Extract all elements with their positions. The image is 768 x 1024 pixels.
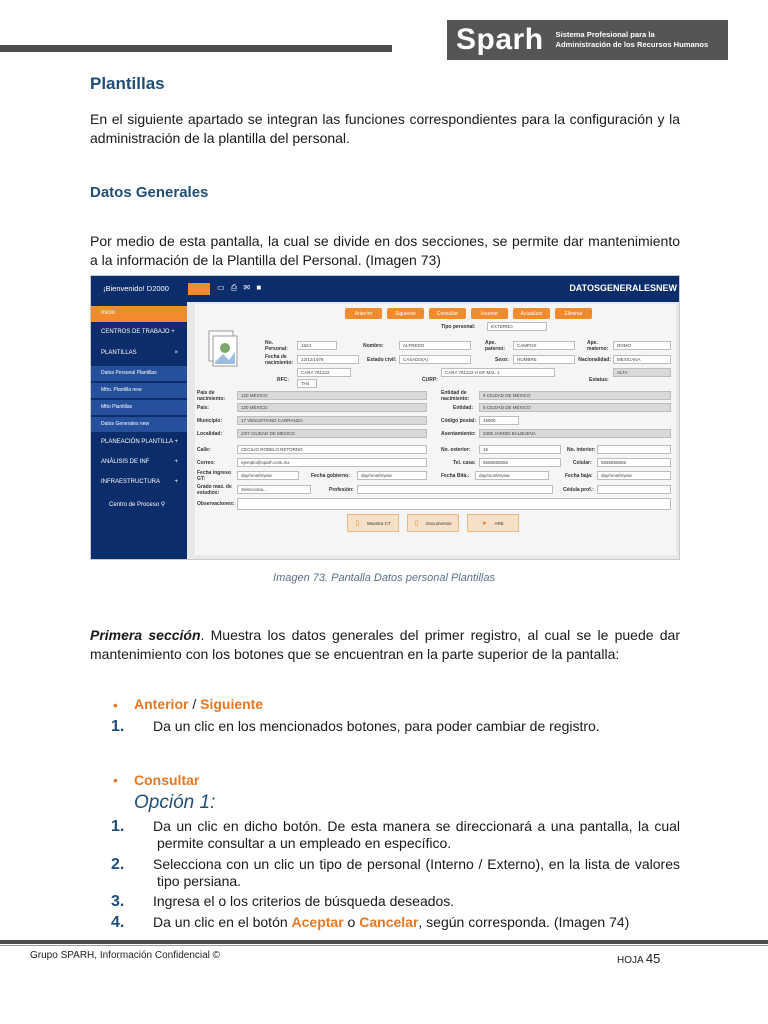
fecha-baja-field: day/month/year [597, 471, 671, 480]
fecha-ingreso-label: Fecha ingreso GT: [197, 470, 231, 482]
anterior-button: Anterior [345, 308, 382, 319]
user-icon: ● [482, 519, 487, 527]
aceptar-term: Aceptar [291, 914, 344, 930]
no-ext-field: 15 [479, 445, 561, 454]
step-text: Ingresa el o los criterios de búsqueda deseados. [153, 893, 455, 909]
cp-label: Código postal: [441, 418, 476, 424]
fecha-gobierno-field: day/month/year [357, 471, 427, 480]
bullet-icon: • [113, 697, 118, 713]
siguiente-button: Siguiente [387, 308, 424, 319]
asentamiento-field: 2308 JARDÍN BALBUENA [479, 429, 671, 438]
siguiente-term: Siguiente [200, 696, 264, 712]
step-list-item [111, 818, 680, 852]
step-list-item [111, 718, 680, 735]
tel-label: Tel. casa: [453, 460, 476, 466]
grado-label: Grado max. de estudios: [197, 484, 232, 496]
document-icon: ▯ [355, 520, 360, 527]
eliminar-button: Eliminar [555, 308, 592, 319]
footer-rule-thin [0, 945, 768, 946]
ape-materno-label: Ape. materno: [587, 340, 609, 352]
sidebar-item-centro-proceso-label: Centro de Proceso [109, 502, 160, 508]
entidad-nac-label: Entidad de nacimiento: [441, 390, 470, 402]
celular-field: 5555555555 [597, 458, 671, 467]
step-number: 2. [111, 856, 125, 873]
muestra-ct-button [347, 514, 399, 532]
primera-seccion-text: . Muestra los datos generales del primer registro, al cual se le puede dar mantenimiento con los botones que se encuentran en la parte superior de la pantalla: [90, 627, 680, 662]
pais-nac-field: 120 MÉXICO [237, 391, 427, 400]
sexo-select: HOMBRE [513, 355, 575, 364]
fecha-bitacora-label: Fecha Bitá.: [441, 473, 470, 479]
pais-nac-label: País de nacimiento: [197, 390, 226, 402]
app-sidebar [91, 302, 187, 560]
sidebar-sub-datos-generales: Datos Generales new [91, 417, 187, 432]
step-list-item [111, 914, 680, 931]
tipo-personal-select: EXTERNO [487, 322, 547, 331]
consultar-button: Consultar [429, 308, 466, 319]
municipio-label: Municipio: [197, 418, 222, 424]
muestra-ct-label: Muestra CT [367, 520, 391, 526]
fecha-nac-field: 22/12/1978 [297, 355, 359, 364]
cedula-label: Cédula prof.: [563, 487, 594, 493]
nombre-field: ALFREDO [399, 341, 471, 350]
sidebar-item-inicio: Inicio [91, 306, 187, 322]
bullet-separator: / [188, 696, 201, 712]
step-number: 4. [111, 914, 125, 931]
logo-tagline [556, 30, 709, 50]
observaciones-label: Observaciones: [197, 501, 235, 507]
no-int-field [597, 445, 671, 454]
sidebar-item-centros-label: CENTROS DE TRABAJO [101, 329, 170, 335]
sidebar-item-plantillas [91, 350, 187, 356]
anterior-term: Anterior [134, 696, 189, 712]
estatus-label: Estatus: [589, 377, 609, 383]
insertar-button: Insertar [471, 308, 508, 319]
header-rule [0, 45, 392, 52]
file-icon: ▯ [414, 520, 419, 527]
figure-screenshot [90, 275, 680, 560]
estado-civil-select: CASADO(A) [399, 355, 471, 364]
cp-field: 15900 [479, 416, 519, 425]
asentamiento-label: Asentamiento: [441, 431, 476, 437]
nacionalidad-label: Nacionalidad: [578, 357, 611, 363]
consultar-term: Consultar [134, 772, 200, 788]
step-text: Selecciona con un clic un tipo de personal (Interno / Externo), en la lista de valores tipo persiana. [153, 856, 680, 889]
app-screen-title: DATOSGENERALESNEW [569, 283, 677, 293]
plus-icon: + [171, 329, 175, 335]
home-button [188, 283, 210, 295]
correo-label: Correo: [197, 460, 216, 466]
curp-field: CARA 781222 H DF MAL 1 [441, 368, 555, 377]
bullet-anterior-siguiente [134, 696, 263, 712]
sidebar-item-plantillas-label: PLANTILLAS [101, 350, 137, 356]
sidebar-sub-mtto-new: Mtto. Plantilla new [91, 383, 187, 398]
fecha-bitacora-field: day/month/year [475, 471, 549, 480]
localidad-field: 2/07 CIUDAD DE MÉXICO [237, 429, 427, 438]
record-buttons [345, 308, 592, 319]
estado-civil-label: Estado civil: [367, 357, 397, 363]
nacionalidad-field: MEXICANA [613, 355, 671, 364]
profesion-field [357, 485, 553, 494]
plus-icon: + [174, 479, 178, 485]
step-text: Da un clic en dicho botón. De esta manera se direccionará a una pantalla, la cual permite consultar a un empleado en específico. [153, 818, 680, 851]
sidebar-item-infraestructura [91, 479, 187, 485]
ape-paterno-field: CAMPOS [513, 341, 575, 350]
sidebar-item-analisis-label: ANÁLISIS DE INF [101, 459, 150, 465]
entidad-field: 9 CIUDAD DE MÉXICO [479, 403, 671, 412]
ape-materno-field: ROMO [613, 341, 671, 350]
rfc-homoclave-field: 7H4 [297, 379, 317, 388]
sidebar-item-centro-proceso [91, 501, 187, 508]
step-text-pre: Da un clic en el botón [153, 914, 292, 930]
profesion-label: Profesión: [329, 487, 354, 493]
bullet-icon: • [113, 772, 118, 788]
sidebar-item-infraestructura-label: INFRAESTRUCTURA [101, 479, 161, 485]
figure-caption: Imagen 73. Pantalla Datos personal Plantillas [273, 572, 495, 584]
entidad-label: Entidad: [453, 405, 473, 411]
documentos-label: Documentos [426, 520, 452, 526]
photo-placeholder-icon [205, 328, 243, 370]
calle-label: Calle: [197, 447, 211, 453]
primera-seccion-lead: Primera sección [90, 627, 201, 643]
sidebar-item-planeacion-label: PLANEACIÓN PLANTILLA [101, 439, 174, 445]
opcion-heading: Opción 1: [134, 792, 216, 813]
page-number [617, 951, 660, 966]
step-number: 3. [111, 893, 125, 910]
subsection-title: Datos Generales [90, 184, 209, 201]
no-int-label: No. interior: [567, 447, 596, 453]
no-personal-field: 1624 [297, 341, 337, 350]
step-text-mid: o [343, 914, 360, 930]
are-label: ARE [494, 520, 504, 526]
no-ext-label: No. exterior: [441, 447, 471, 453]
cedula-field [597, 485, 671, 494]
rfc-label: RFC: [277, 377, 289, 383]
documentos-button [407, 514, 459, 532]
observaciones-field [237, 498, 671, 510]
footer-confidential: Grupo SPARH, Información Confidencial © [30, 950, 221, 961]
nombre-label: Nombre: [363, 343, 384, 349]
cancelar-term: Cancelar [359, 914, 419, 930]
municipio-field: 17 VENUSTIANO CARRANZA [237, 416, 427, 425]
fecha-nac-label: Fecha de nacimiento: [265, 354, 294, 366]
correo-field: ejemplo@sparh.com.mx [237, 458, 427, 467]
sidebar-sub-mtto: Mtto Plantillas [91, 400, 187, 415]
tel-field: 5555555555 [479, 458, 561, 467]
step-list-item [111, 856, 680, 890]
plus-icon: + [174, 439, 178, 445]
sparh-logo [447, 20, 728, 60]
are-button [467, 514, 519, 532]
estatus-field: ALTA [613, 368, 671, 377]
description-paragraph: Por medio de esta pantalla, la cual se divide en dos secciones, se permite dar mantenimiento a la información de la Plantilla del Personal. (Imagen 73) [90, 233, 680, 268]
step-list-item [111, 893, 680, 910]
app-form [195, 304, 676, 555]
sidebar-item-centros [91, 329, 187, 335]
ape-paterno-label: Ape. paterno: [485, 340, 505, 352]
sidebar-item-analisis [91, 459, 187, 465]
step-text: Da un clic en los mencionados botones, para poder cambiar de registro. [153, 718, 600, 734]
pais-label: País: [197, 405, 209, 411]
footer-rule [0, 940, 768, 944]
celular-label: Celular: [573, 460, 592, 466]
grado-select: Selecciona... [237, 485, 311, 494]
logo-tagline-line1: Sistema Profesional para la [555, 30, 655, 39]
intro-paragraph: En el siguiente apartado se integran las funciones correspondientes para la configuración y la administración de la plantilla del personal. [90, 111, 680, 146]
page-number-value: 45 [645, 951, 661, 966]
logo-tagline-line2: Administración de los Recursos Humanos [555, 40, 709, 49]
curp-label: CURP: [422, 377, 438, 383]
localidad-label: Localidad: [197, 431, 223, 437]
hoja-label: HOJA [617, 955, 644, 966]
sidebar-sub-datos-personal: Datos Personal Plantillas [91, 366, 187, 381]
tipo-personal-label: Tipo personal: [441, 324, 476, 330]
step-text-post: , según corresponda. (Imagen 74) [418, 914, 630, 930]
primera-seccion-paragraph [90, 626, 680, 664]
step-number: 1. [111, 718, 125, 735]
actualizar-button: Actualizar [513, 308, 550, 319]
toolbar-icons: ▭ ⎙ ✉ ■ [217, 283, 264, 292]
fecha-gobierno-label: Fecha gobierno: [311, 473, 350, 479]
section-title: Plantillas [90, 74, 165, 93]
entidad-nac-field: 9 CIUDAD DE MÉXICO [479, 391, 671, 400]
step-number: 1. [111, 818, 125, 835]
no-personal-label: No. Personal: [265, 340, 288, 352]
calle-field: CECILIO ROBELO RETORNO [237, 445, 427, 454]
logo-word: Sparh [456, 23, 544, 56]
rfc-field: CARA 781222 [297, 368, 351, 377]
app-topbar [91, 276, 680, 302]
plus-icon: + [174, 459, 178, 465]
fecha-baja-label: Fecha baja: [565, 473, 593, 479]
fecha-ingreso-field: day/month/year [237, 471, 299, 480]
pais-field: 120 MÉXICO [237, 403, 427, 412]
sidebar-item-planeacion [91, 439, 187, 445]
sexo-label: Sexo: [495, 357, 509, 363]
welcome-text: ¡Bienvenido! D2000 [103, 284, 169, 293]
close-icon: × [174, 350, 178, 356]
location-pin-icon: ⚲ [160, 502, 166, 508]
